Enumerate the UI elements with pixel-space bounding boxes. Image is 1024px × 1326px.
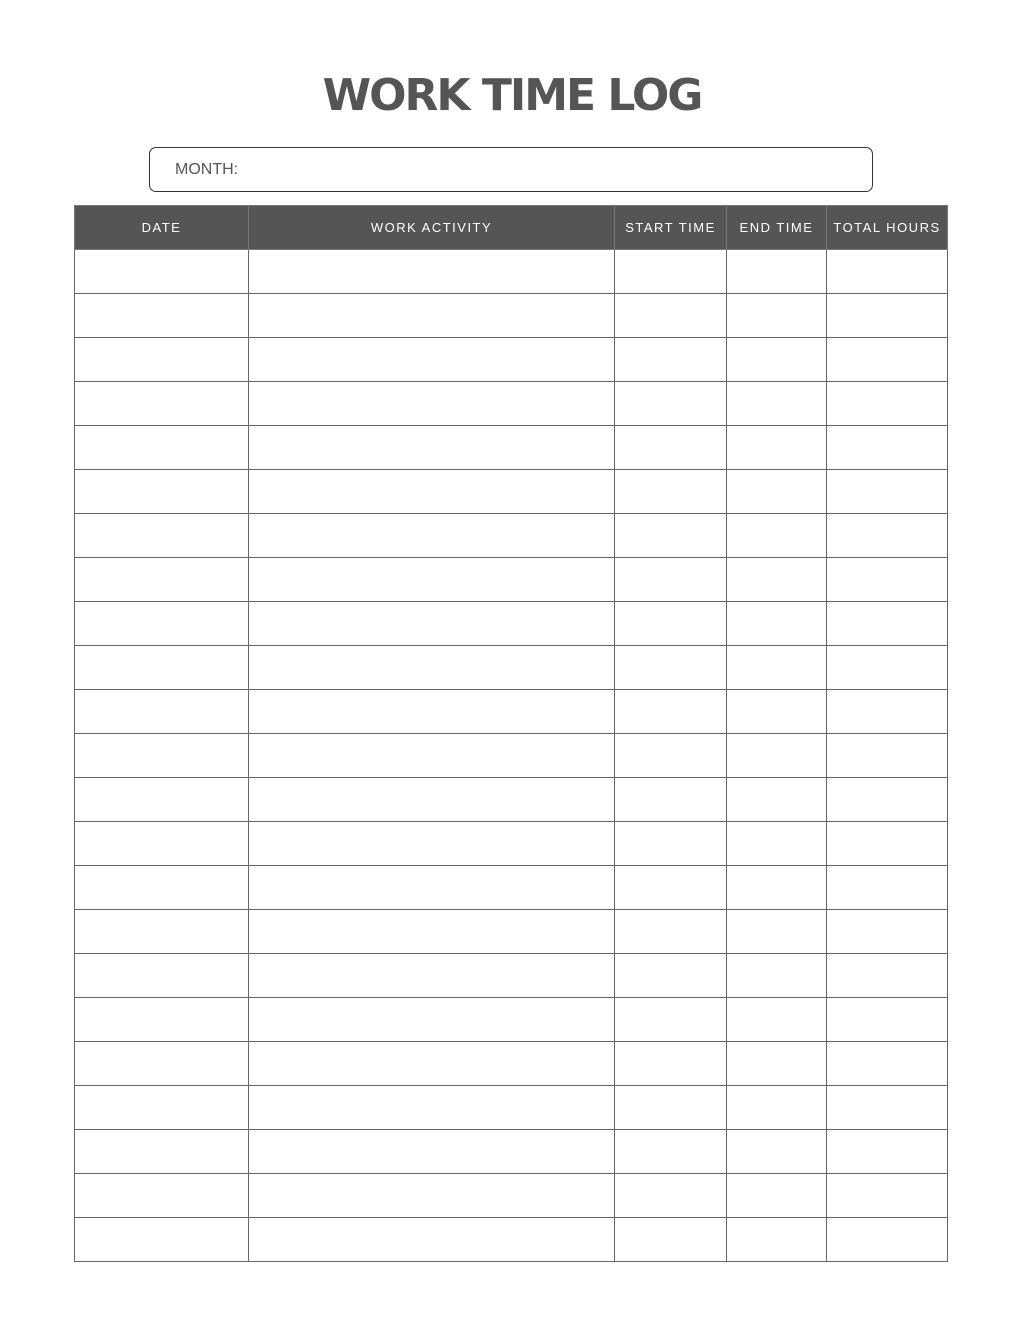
start-time-cell[interactable] — [615, 426, 727, 470]
table-row — [75, 954, 948, 998]
date-cell[interactable] — [75, 822, 249, 866]
work-activity-cell[interactable] — [249, 382, 615, 426]
start-time-cell[interactable] — [615, 1130, 727, 1174]
total-hours-cell[interactable] — [827, 558, 948, 602]
end-time-cell[interactable] — [727, 778, 827, 822]
month-label: MONTH: — [175, 161, 239, 178]
start-time-cell[interactable] — [615, 338, 727, 382]
start-time-cell[interactable] — [615, 1218, 727, 1262]
total-hours-cell[interactable] — [827, 1130, 948, 1174]
total-hours-cell[interactable] — [827, 734, 948, 778]
table-row — [75, 1042, 948, 1086]
total-hours-cell[interactable] — [827, 910, 948, 954]
date-cell[interactable] — [75, 294, 249, 338]
work-activity-cell[interactable] — [249, 1086, 615, 1130]
date-cell[interactable] — [75, 778, 249, 822]
table-row — [75, 778, 948, 822]
date-cell[interactable] — [75, 646, 249, 690]
date-cell[interactable] — [75, 558, 249, 602]
date-cell[interactable] — [75, 338, 249, 382]
total-hours-cell[interactable] — [827, 294, 948, 338]
total-hours-cell[interactable] — [827, 338, 948, 382]
date-cell[interactable] — [75, 382, 249, 426]
end-time-cell[interactable] — [727, 602, 827, 646]
table-row — [75, 426, 948, 470]
total-hours-cell[interactable] — [827, 1174, 948, 1218]
end-time-cell[interactable] — [727, 866, 827, 910]
table-row — [75, 822, 948, 866]
work-activity-cell[interactable] — [249, 910, 615, 954]
end-time-cell[interactable] — [727, 1174, 827, 1218]
start-time-cell[interactable] — [615, 822, 727, 866]
total-hours-cell[interactable] — [827, 866, 948, 910]
start-time-cell[interactable] — [615, 954, 727, 998]
date-cell[interactable] — [75, 426, 249, 470]
table-row — [75, 734, 948, 778]
end-time-cell[interactable] — [727, 954, 827, 998]
page-title: WORK TIME LOG — [322, 70, 702, 121]
total-hours-cell[interactable] — [827, 250, 948, 294]
month-input[interactable] — [250, 152, 854, 188]
start-time-cell[interactable] — [615, 998, 727, 1042]
table-row — [75, 294, 948, 338]
table-row — [75, 1218, 948, 1262]
table-row — [75, 998, 948, 1042]
start-time-cell[interactable] — [615, 646, 727, 690]
end-time-cell[interactable] — [727, 294, 827, 338]
end-time-cell[interactable] — [727, 558, 827, 602]
end-time-cell[interactable] — [727, 1086, 827, 1130]
date-cell[interactable] — [75, 998, 249, 1042]
total-hours-cell[interactable] — [827, 954, 948, 998]
date-cell[interactable] — [75, 514, 249, 558]
date-cell[interactable] — [75, 1042, 249, 1086]
table-row — [75, 250, 948, 294]
end-time-cell[interactable] — [727, 734, 827, 778]
table-header-row — [75, 206, 948, 250]
work-activity-cell[interactable] — [249, 426, 615, 470]
total-hours-cell[interactable] — [827, 602, 948, 646]
date-cell[interactable] — [75, 954, 249, 998]
table-row — [75, 690, 948, 734]
table-row — [75, 1130, 948, 1174]
total-hours-cell[interactable] — [827, 1218, 948, 1262]
start-time-cell[interactable] — [615, 910, 727, 954]
work-activity-cell[interactable] — [249, 294, 615, 338]
start-time-cell[interactable] — [615, 250, 727, 294]
end-time-cell[interactable] — [727, 338, 827, 382]
work-activity-cell[interactable] — [249, 954, 615, 998]
start-time-cell[interactable] — [615, 690, 727, 734]
total-hours-cell[interactable] — [827, 822, 948, 866]
end-time-cell[interactable] — [727, 690, 827, 734]
total-hours-cell[interactable] — [827, 1042, 948, 1086]
work-activity-cell[interactable] — [249, 470, 615, 514]
work-activity-cell[interactable] — [249, 1174, 615, 1218]
start-time-cell[interactable] — [615, 866, 727, 910]
work-activity-cell[interactable] — [249, 338, 615, 382]
table-row — [75, 338, 948, 382]
table-row — [75, 866, 948, 910]
table-row — [75, 602, 948, 646]
date-cell[interactable] — [75, 1086, 249, 1130]
work-activity-cell[interactable] — [249, 734, 615, 778]
total-hours-cell[interactable] — [827, 646, 948, 690]
work-activity-cell[interactable] — [249, 778, 615, 822]
date-cell[interactable] — [75, 250, 249, 294]
work-activity-cell[interactable] — [249, 646, 615, 690]
end-time-cell[interactable] — [727, 998, 827, 1042]
work-activity-cell[interactable] — [249, 1218, 615, 1262]
end-time-cell[interactable] — [727, 910, 827, 954]
start-time-cell[interactable] — [615, 734, 727, 778]
date-cell[interactable] — [75, 1174, 249, 1218]
start-time-cell[interactable] — [615, 1042, 727, 1086]
date-cell[interactable] — [75, 690, 249, 734]
column-header-total-hours: TOTAL HOURS — [827, 206, 948, 250]
total-hours-cell[interactable] — [827, 470, 948, 514]
end-time-cell[interactable] — [727, 250, 827, 294]
table-row — [75, 646, 948, 690]
table-row — [75, 514, 948, 558]
table-row — [75, 470, 948, 514]
month-field[interactable] — [149, 147, 873, 192]
work-activity-cell[interactable] — [249, 998, 615, 1042]
table-row — [75, 1086, 948, 1130]
total-hours-cell[interactable] — [827, 426, 948, 470]
column-header-date: DATE — [75, 206, 249, 250]
date-cell[interactable] — [75, 866, 249, 910]
end-time-cell[interactable] — [727, 1218, 827, 1262]
table-row — [75, 558, 948, 602]
total-hours-cell[interactable] — [827, 998, 948, 1042]
table-row — [75, 382, 948, 426]
start-time-cell[interactable] — [615, 382, 727, 426]
table-row — [75, 1174, 948, 1218]
work-activity-cell[interactable] — [249, 822, 615, 866]
date-cell[interactable] — [75, 602, 249, 646]
end-time-cell[interactable] — [727, 426, 827, 470]
start-time-cell[interactable] — [615, 778, 727, 822]
work-log-table — [74, 205, 948, 1262]
total-hours-cell[interactable] — [827, 778, 948, 822]
total-hours-cell[interactable] — [827, 514, 948, 558]
work-activity-cell[interactable] — [249, 602, 615, 646]
start-time-cell[interactable] — [615, 470, 727, 514]
start-time-cell[interactable] — [615, 602, 727, 646]
end-time-cell[interactable] — [727, 1042, 827, 1086]
start-time-cell[interactable] — [615, 294, 727, 338]
work-activity-cell[interactable] — [249, 1042, 615, 1086]
date-cell[interactable] — [75, 910, 249, 954]
end-time-cell[interactable] — [727, 514, 827, 558]
date-cell[interactable] — [75, 1130, 249, 1174]
total-hours-cell[interactable] — [827, 690, 948, 734]
date-cell[interactable] — [75, 1218, 249, 1262]
date-cell[interactable] — [75, 470, 249, 514]
work-activity-cell[interactable] — [249, 1130, 615, 1174]
work-activity-cell[interactable] — [249, 250, 615, 294]
total-hours-cell[interactable] — [827, 1086, 948, 1130]
start-time-cell[interactable] — [615, 1174, 727, 1218]
total-hours-cell[interactable] — [827, 382, 948, 426]
date-cell[interactable] — [75, 734, 249, 778]
start-time-cell[interactable] — [615, 1086, 727, 1130]
end-time-cell[interactable] — [727, 470, 827, 514]
end-time-cell[interactable] — [727, 1130, 827, 1174]
start-time-cell[interactable] — [615, 558, 727, 602]
work-activity-cell[interactable] — [249, 866, 615, 910]
column-header-end-time: END TIME — [727, 206, 827, 250]
work-activity-cell[interactable] — [249, 690, 615, 734]
column-header-start-time: START TIME — [615, 206, 727, 250]
end-time-cell[interactable] — [727, 822, 827, 866]
work-activity-cell[interactable] — [249, 558, 615, 602]
table-body — [75, 250, 948, 1262]
table-row — [75, 910, 948, 954]
start-time-cell[interactable] — [615, 514, 727, 558]
end-time-cell[interactable] — [727, 646, 827, 690]
end-time-cell[interactable] — [727, 382, 827, 426]
work-activity-cell[interactable] — [249, 514, 615, 558]
column-header-work-activity: WORK ACTIVITY — [249, 206, 615, 250]
